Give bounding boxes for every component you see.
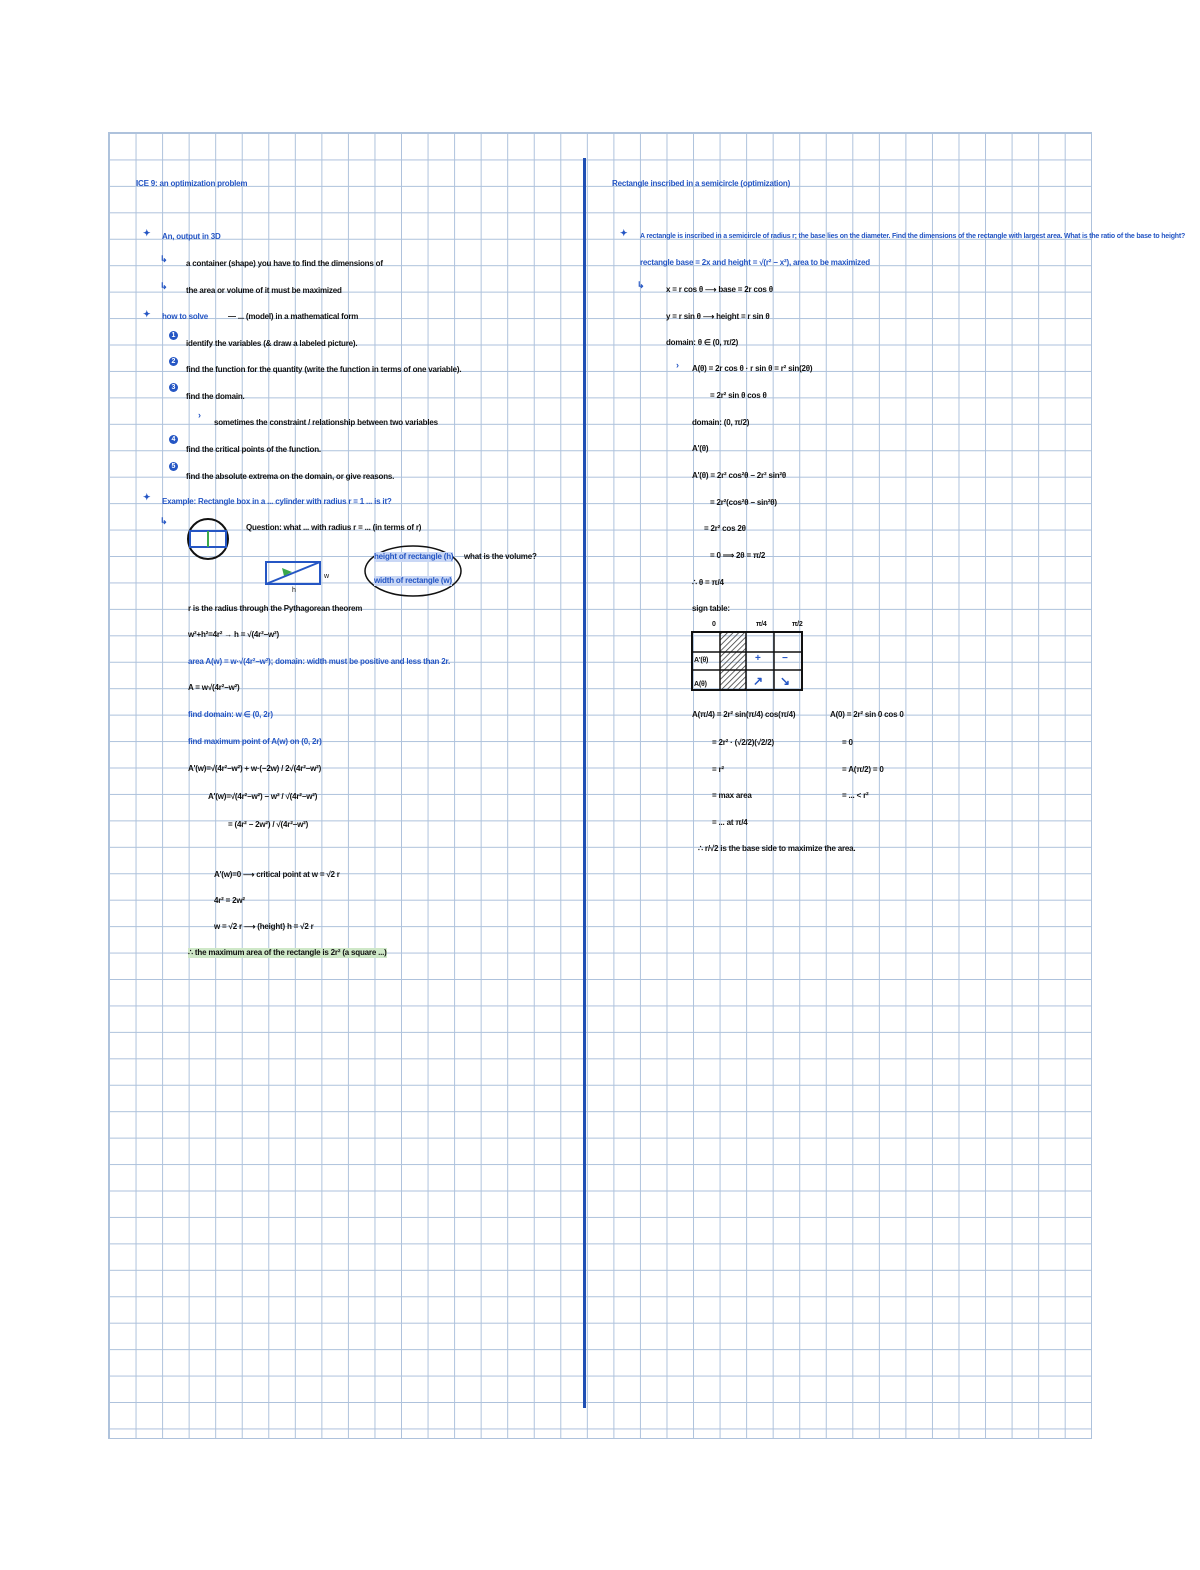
- right-line-6: domain: (0, π/2): [692, 418, 750, 427]
- right-line-8: A'(θ) = 2r² cos²θ − 2r² sin²θ: [692, 471, 786, 480]
- left-bullet-2-rest: — ... (model) in a mathematical form: [228, 312, 359, 321]
- table-cell-minus: −: [782, 653, 788, 664]
- table-cell-down: ↘: [780, 674, 790, 688]
- right-line-12: ∴ θ = π/4: [692, 578, 724, 587]
- right-line-1: x = r cos θ ⟶ base = 2r cos θ: [666, 285, 773, 294]
- oval-item-2: width of rectangle (w): [374, 576, 452, 585]
- right-line-2: y = r sin θ ⟶ height = r sin θ: [666, 312, 770, 321]
- right-question-2: rectangle base = 2x and height = √(r² − x²), area to be maximized: [640, 258, 870, 267]
- svg-text:h: h: [292, 587, 296, 594]
- bullet-icon: ✦: [143, 309, 151, 319]
- left-bullet-3: Example: Rectangle box in a ... cylinder with radius r = 1 ... is it?: [162, 497, 392, 506]
- deriv-left-1: A(π/4) = 2r² sin(π/4) cos(π/4): [692, 710, 796, 719]
- oval-item-1: height of rectangle (h): [374, 552, 454, 561]
- work-line-7: A'(w)=√(4r²−w²) + w·(−2w) / 2√(4r²−w²): [188, 764, 322, 773]
- left-title: ICE 9: an optimization problem: [136, 179, 248, 188]
- table-row-label-1: A'(θ): [694, 657, 709, 664]
- circle-diagram: [180, 515, 240, 565]
- left-sub-2: the area or volume of it must be maximized: [186, 286, 342, 295]
- column-divider: [583, 158, 586, 1408]
- deriv-right-2: = 0: [842, 738, 853, 747]
- deriv-left-3: = r²: [712, 765, 724, 774]
- step-sub-3: sometimes the constraint / relationship between two variables: [214, 418, 438, 427]
- sub-bullet-icon: ›: [676, 360, 679, 370]
- arrow-icon: ↳: [160, 281, 168, 291]
- step-text-2: find the function for the quantity (write the function in terms of one variable).: [186, 365, 462, 374]
- table-cell-up: ↗: [753, 674, 763, 688]
- work-line-10: A'(w)=0 ⟶ critical point at w = √2 r: [214, 870, 340, 879]
- arrow-icon: ↳: [160, 516, 168, 526]
- work-line-12: w = √2 r ⟶ (height) h = √2 r: [214, 922, 314, 931]
- bullet-icon: ✦: [620, 228, 628, 238]
- rectangle-diagram: [262, 558, 332, 594]
- deriv-left-4: = max area: [712, 791, 752, 800]
- work-line-9: = (4r² − 2w²) / √(4r²−w²): [228, 820, 309, 829]
- step-text-3: find the domain.: [186, 392, 245, 401]
- step-number-3: 3: [169, 383, 178, 392]
- work-line-8: A'(w)=√(4r²−w²) − w² / √(4r²−w²): [208, 792, 318, 801]
- bullet-icon: ✦: [143, 228, 151, 238]
- left-bullet-2-head: how to solve: [162, 312, 209, 321]
- table-cell-plus: +: [755, 653, 761, 664]
- arrow-icon: ↳: [160, 254, 168, 264]
- right-line-5: = 2r² sin θ cos θ: [710, 391, 767, 400]
- step-text-4: find the critical points of the function.: [186, 445, 321, 454]
- step-text-5: find the absolute extrema on the domain, or give reasons.: [186, 472, 395, 481]
- work-line-11: 4r² = 2w²: [214, 896, 245, 905]
- sub-bullet-icon: ›: [198, 410, 201, 420]
- step-text-1: identify the variables (& draw a labeled picture).: [186, 339, 358, 348]
- bullet-icon: ✦: [143, 492, 151, 502]
- right-line-4: A(θ) = 2r cos θ · r sin θ = r² sin(2θ): [692, 364, 813, 373]
- left-sub-1: a container (shape) you have to find the dimensions of: [186, 259, 383, 268]
- left-conclusion: ∴ the maximum area of the rectangle is 2r² (a square ...): [188, 948, 387, 957]
- oval-side-note: what is the volume?: [464, 552, 537, 561]
- table-header-1: π/4: [756, 621, 767, 628]
- step-number-1: 1: [169, 331, 178, 340]
- right-question: A rectangle is inscribed in a semicircle of radius r; the base lies on the diameter. Find the dimensions of the rectangle with largest area. What is the ratio of the base to height?: [640, 233, 1186, 240]
- right-line-3: domain: θ ∈ (0, π/2): [666, 338, 739, 347]
- right-line-11: = 0 ⟹ 2θ = π/2: [710, 551, 766, 560]
- work-line-1: r is the radius through the Pythagorean theorem: [188, 604, 363, 613]
- work-line-3: area A(w) = w·√(4r²−w²); domain: width must be positive and less than 2r.: [188, 657, 450, 666]
- table-header-2: π/2: [792, 621, 803, 628]
- table-header-0: 0: [712, 621, 716, 628]
- deriv-left-2: = 2r² · (√2/2)(√2/2): [712, 738, 774, 747]
- right-title: Rectangle inscribed in a semicircle (optimization): [612, 179, 791, 188]
- graph-paper-grid: [108, 132, 1092, 1439]
- deriv-left-5: = ... at π/4: [712, 818, 748, 827]
- right-line-10: = 2r² cos 2θ: [704, 524, 746, 533]
- right-line-9: = 2r²(cos²θ − sin²θ): [710, 498, 777, 507]
- right-conclusion: ∴ r/√2 is the base side to maximize the area.: [698, 844, 856, 853]
- left-bullet-1: An, output in 3D: [162, 232, 221, 241]
- deriv-right-3: = A(π/2) = 0: [842, 765, 884, 774]
- example-note: Question: what ... with radius r = ... (in terms of r): [246, 523, 422, 532]
- right-line-13: sign table:: [692, 604, 730, 613]
- work-line-2: w²+h²=4r² → h = √(4r²−w²): [188, 630, 279, 639]
- work-line-6: find maximum point of A(w) on (0, 2r): [188, 737, 322, 746]
- right-line-7: A'(θ): [692, 444, 709, 453]
- deriv-right-4: = ... < r²: [842, 791, 869, 800]
- work-line-5: find domain: w ∈ (0, 2r): [188, 710, 273, 719]
- arrow-icon: ↳: [637, 280, 645, 290]
- table-row-label-2: A(θ): [694, 681, 707, 688]
- work-line-4: A = w√(4r²−w²): [188, 683, 240, 692]
- step-number-2: 2: [169, 357, 178, 366]
- svg-text:w: w: [324, 573, 330, 580]
- step-number-4: 4: [169, 435, 178, 444]
- step-number-5: 5: [169, 462, 178, 471]
- deriv-right-1: A(0) = 2r² sin 0 cos 0: [830, 710, 904, 719]
